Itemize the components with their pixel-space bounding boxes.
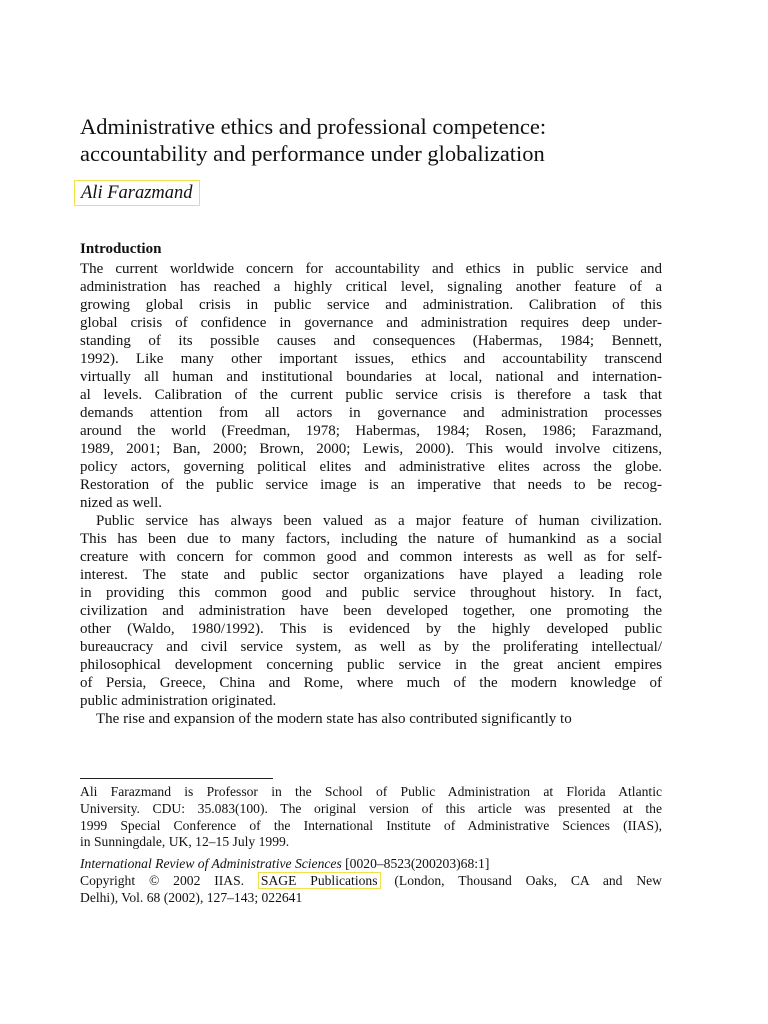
footnote-line: in Sunningdale, UK, 12–15 July 1999. [80, 834, 290, 850]
author-footnote [80, 784, 662, 851]
body-line: The current worldwide concern for accountability and ethics in public service and [80, 261, 662, 277]
body-line: al levels. Calibration of the current public service crisis is therefore a task that [80, 387, 662, 403]
body-line: in providing this common good and public service throughout history. In fact, [80, 585, 662, 601]
volume-line: Delhi), Vol. 68 (2002), 127–143; 022641 [80, 889, 303, 905]
footnote-divider [80, 778, 273, 779]
body-line: Restoration of the public service image is an imperative that needs to be recog- [80, 477, 662, 493]
body-line: growing global crisis in public service and administration. Calibration of this [80, 297, 662, 313]
body-line: Public service has always been valued as a major feature of human civilization. [96, 513, 662, 529]
body-line: public administration originated. [80, 693, 277, 709]
publisher-link[interactable]: SAGE Publications [258, 872, 381, 889]
body-line: demands attention from all actors in governance and administration processes [80, 405, 662, 421]
body-line: nized as well. [80, 495, 163, 511]
copyright-suffix: (London, Thousand Oaks, CA and New [380, 872, 663, 888]
copyright-prefix: Copyright © 2002 IIAS. [80, 872, 258, 888]
body-line: standing of its possible causes and consequences (Habermas, 1984; Bennett, [80, 333, 662, 349]
body-line: global crisis of confidence in governance and administration requires deep under- [80, 315, 662, 331]
title-line-2: accountability and performance under globalization [80, 141, 545, 166]
body-line: administration has reached a highly critical level, signaling another feature of a [80, 279, 662, 295]
body-line: other (Waldo, 1980/1992). This is evidenced by the highly developed public [80, 621, 662, 637]
footnote-line: 1999 Special Conference of the International Institute of Administrative Sciences (IIAS), [80, 817, 662, 833]
body-line: The rise and expansion of the modern state has also contributed significantly to [96, 711, 572, 727]
body-line: philosophical development concerning public service in the great ancient empires [80, 657, 662, 673]
body-line: policy actors, governing political elites and administrative elites across the globe. [80, 459, 662, 475]
body-line: virtually all human and institutional boundaries at local, national and internation- [80, 369, 662, 385]
body-line: interest. The state and public sector organizations have played a leading role [80, 567, 662, 583]
body-line: This has been due to many factors, including the nature of humankind as a social [80, 531, 662, 547]
body-text [80, 260, 662, 728]
journal-code: [0020–8523(200203)68:1] [341, 856, 490, 871]
author-name-link[interactable]: Ali Farazmand [74, 180, 200, 206]
article-title [80, 113, 662, 167]
body-line: bureaucracy and civil service system, as well as by the proliferating intellectual/ [80, 639, 662, 655]
journal-line [80, 856, 662, 873]
body-line: around the world (Freedman, 1978; Habermas, 1984; Rosen, 1986; Farazmand, [80, 423, 662, 439]
body-line: 1989, 2001; Ban, 2000; Brown, 2000; Lewis, 2000). This would involve citizens, [80, 441, 662, 457]
footnote-line: Ali Farazmand is Professor in the School of Public Administration at Florida Atlantic [80, 784, 662, 799]
title-line-1: Administrative ethics and professional competence: [80, 114, 547, 139]
publication-info [80, 856, 662, 906]
body-line: 1992). Like many other important issues, ethics and accountability transcend [80, 351, 662, 367]
copyright-line [80, 873, 662, 890]
body-line: of Persia, Greece, China and Rome, where much of the modern knowledge of [80, 675, 662, 691]
body-line: civilization and administration have been developed together, one promoting the [80, 603, 662, 619]
section-heading: Introduction [80, 241, 162, 257]
journal-name: International Review of Administrative Sciences [80, 856, 342, 871]
footnote-line: University. CDU: 35.083(100). The original version of this article was presented at the [80, 800, 662, 816]
body-line: creature with concern for common good and common interests as well as for self- [80, 549, 662, 565]
